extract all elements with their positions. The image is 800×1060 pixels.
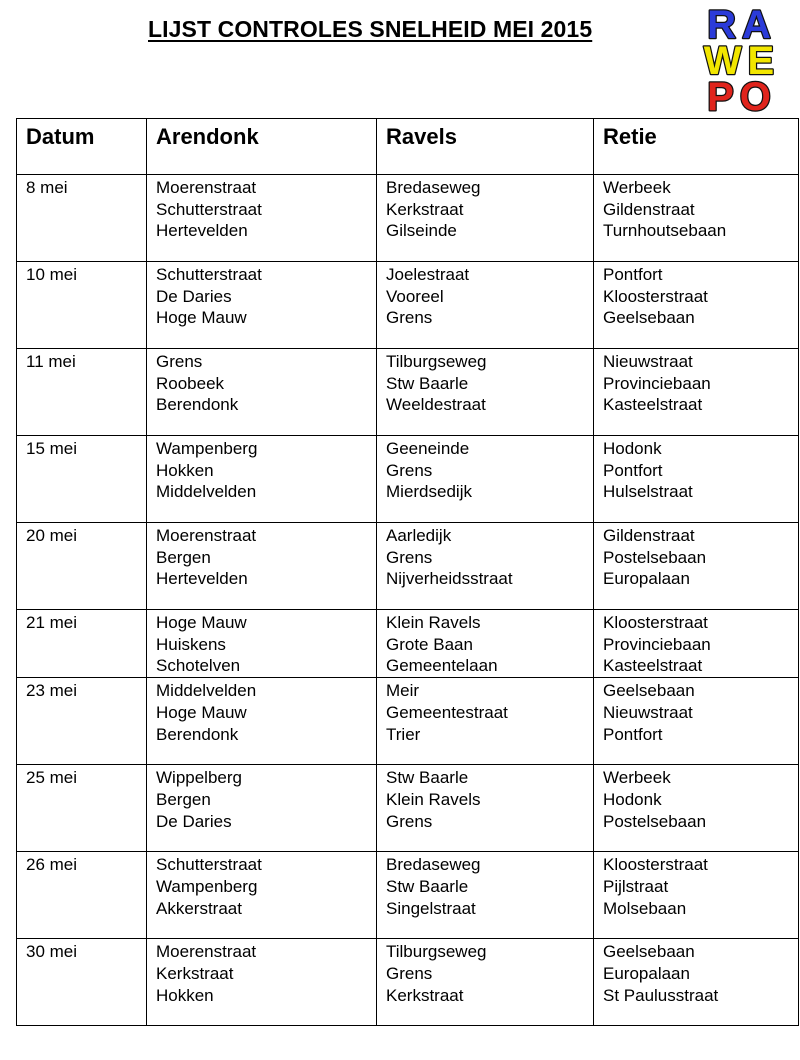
street-name: Hokken bbox=[156, 460, 214, 480]
street-name: Turnhoutsebaan bbox=[603, 221, 727, 241]
street-name: Stw Baarle bbox=[386, 768, 469, 788]
logo-row-we: WE bbox=[703, 39, 781, 83]
street-name: Schutterstraat bbox=[156, 855, 262, 875]
street-name: Gilseinde bbox=[386, 221, 457, 241]
arendonk-cell bbox=[147, 523, 377, 610]
street-name: Pontfort bbox=[603, 724, 663, 744]
street-name: Bredaseweg bbox=[386, 855, 481, 875]
retie-cell bbox=[594, 349, 799, 436]
date-cell: 25 mei bbox=[17, 765, 147, 852]
street-name: Trier bbox=[386, 724, 421, 744]
table-row bbox=[17, 678, 799, 765]
street-name: Berendonk bbox=[156, 724, 239, 744]
arendonk-cell bbox=[147, 436, 377, 523]
ravels-cell bbox=[377, 852, 594, 939]
street-name: Wippelberg bbox=[156, 768, 242, 788]
street-name: Hulselstraat bbox=[603, 482, 693, 502]
date-cell: 23 mei bbox=[17, 678, 147, 765]
street-name: Grens bbox=[386, 308, 433, 328]
street-name: Europalaan bbox=[603, 963, 690, 983]
street-name: Kerkstraat bbox=[156, 963, 234, 983]
date-cell: 10 mei bbox=[17, 262, 147, 349]
street-name: Stw Baarle bbox=[386, 876, 469, 896]
arendonk-cell bbox=[147, 610, 377, 678]
header-datum: Datum bbox=[17, 119, 147, 175]
street-name: Schutterstraat bbox=[156, 265, 262, 284]
street-name: De Daries bbox=[156, 811, 232, 831]
arendonk-cell bbox=[147, 852, 377, 939]
street-name: Gildenstraat bbox=[603, 526, 695, 545]
street-name: Nijverheidsstraat bbox=[386, 569, 513, 589]
street-name: Pontfort bbox=[603, 460, 663, 480]
street-name: Singelstraat bbox=[386, 898, 476, 918]
ravels-cell bbox=[377, 262, 594, 349]
street-name: De Daries bbox=[156, 286, 232, 306]
table-row bbox=[17, 349, 799, 436]
street-name: Grens bbox=[386, 811, 433, 831]
street-name: Klein Ravels bbox=[386, 789, 481, 809]
street-name: Hoge Mauw bbox=[156, 308, 247, 328]
street-name: Grens bbox=[386, 547, 433, 567]
street-name: Hoge Mauw bbox=[156, 702, 247, 722]
date-cell: 21 mei bbox=[17, 610, 147, 678]
date-cell: 11 mei bbox=[17, 349, 147, 436]
table-row bbox=[17, 262, 799, 349]
date-cell: 8 mei bbox=[17, 175, 147, 262]
arendonk-cell bbox=[147, 262, 377, 349]
street-name: Aarledijk bbox=[386, 526, 452, 545]
retie-cell bbox=[594, 262, 799, 349]
date-cell: 26 mei bbox=[17, 852, 147, 939]
street-name: Mierdsedijk bbox=[386, 482, 472, 502]
street-name: Berendonk bbox=[156, 395, 239, 415]
logo-row-ra: RA bbox=[707, 4, 777, 47]
street-name: Tilburgseweg bbox=[386, 942, 487, 962]
street-name: Hokken bbox=[156, 985, 214, 1005]
street-name: Grote Baan bbox=[386, 634, 473, 654]
header-arendonk: Arendonk bbox=[147, 119, 377, 175]
street-name: Moerenstraat bbox=[156, 526, 257, 545]
street-name: Gildenstraat bbox=[603, 199, 695, 219]
street-name: Nieuwstraat bbox=[603, 352, 693, 371]
street-name: Grens bbox=[386, 460, 433, 480]
arendonk-cell bbox=[147, 678, 377, 765]
street-name: Akkerstraat bbox=[156, 898, 242, 918]
street-name: Geelsebaan bbox=[603, 308, 695, 328]
street-name: Bergen bbox=[156, 789, 211, 809]
street-name: Kerkstraat bbox=[386, 199, 464, 219]
arendonk-cell bbox=[147, 349, 377, 436]
header-retie: Retie bbox=[594, 119, 799, 175]
street-name: Wampenberg bbox=[156, 876, 258, 896]
retie-cell bbox=[594, 939, 799, 1026]
schedule-table bbox=[16, 118, 799, 1026]
header-ravels: Ravels bbox=[377, 119, 594, 175]
street-name: Kloosterstraat bbox=[603, 613, 708, 632]
logo-row-po: PO bbox=[707, 75, 777, 116]
street-name: Schotelven bbox=[156, 656, 241, 676]
rawepo-logo bbox=[688, 4, 796, 116]
street-name: Schutterstraat bbox=[156, 199, 262, 219]
ravels-cell bbox=[377, 678, 594, 765]
street-name: Kasteelstraat bbox=[603, 656, 703, 676]
table-row bbox=[17, 523, 799, 610]
street-name: Hoge Mauw bbox=[156, 613, 247, 632]
street-name: Bredaseweg bbox=[386, 178, 481, 197]
retie-cell bbox=[594, 852, 799, 939]
arendonk-cell bbox=[147, 765, 377, 852]
arendonk-cell bbox=[147, 939, 377, 1026]
street-name: Tilburgseweg bbox=[386, 352, 487, 371]
street-name: Stw Baarle bbox=[386, 373, 469, 393]
street-name: Grens bbox=[386, 963, 433, 983]
date-cell: 30 mei bbox=[17, 939, 147, 1026]
ravels-cell bbox=[377, 610, 594, 678]
street-name: Hertevelden bbox=[156, 569, 248, 589]
street-name: Bergen bbox=[156, 547, 211, 567]
street-name: Kloosterstraat bbox=[603, 855, 708, 875]
table-row bbox=[17, 939, 799, 1026]
street-name: Kerkstraat bbox=[386, 985, 464, 1005]
street-name: Werbeek bbox=[603, 768, 671, 788]
ravels-cell bbox=[377, 765, 594, 852]
ravels-cell bbox=[377, 349, 594, 436]
table-row bbox=[17, 436, 799, 523]
street-name: Europalaan bbox=[603, 569, 690, 589]
street-name: Moerenstraat bbox=[156, 178, 257, 197]
ravels-cell bbox=[377, 175, 594, 262]
street-name: Klein Ravels bbox=[386, 613, 481, 632]
street-name: Vooreel bbox=[386, 286, 444, 306]
street-name: Kloosterstraat bbox=[603, 286, 708, 306]
street-name: Weeldestraat bbox=[386, 395, 486, 415]
retie-cell bbox=[594, 610, 799, 678]
street-name: Geelsebaan bbox=[603, 942, 695, 962]
street-name: Grens bbox=[156, 352, 203, 371]
retie-cell bbox=[594, 678, 799, 765]
street-name: Geelsebaan bbox=[603, 681, 695, 701]
table-row bbox=[17, 765, 799, 852]
street-name: Middelvelden bbox=[156, 681, 257, 701]
table-row bbox=[17, 175, 799, 262]
retie-cell bbox=[594, 765, 799, 852]
street-name: Geeneinde bbox=[386, 439, 470, 458]
street-name: Postelsebaan bbox=[603, 811, 707, 831]
street-name: Provinciebaan bbox=[603, 634, 711, 654]
street-name: Hodonk bbox=[603, 789, 662, 809]
street-name: Kasteelstraat bbox=[603, 395, 703, 415]
street-name: Pontfort bbox=[603, 265, 663, 284]
street-name: Postelsebaan bbox=[603, 547, 707, 567]
street-name: Pijlstraat bbox=[603, 876, 669, 896]
street-name: Moerenstraat bbox=[156, 942, 257, 962]
street-name: Provinciebaan bbox=[603, 373, 711, 393]
street-name: Gemeentelaan bbox=[386, 656, 498, 676]
header-row bbox=[17, 119, 799, 175]
street-name: Gemeentestraat bbox=[386, 702, 508, 722]
street-name: Molsebaan bbox=[603, 898, 687, 918]
arendonk-cell bbox=[147, 175, 377, 262]
street-name: Huiskens bbox=[156, 634, 226, 654]
street-name: Hodonk bbox=[603, 439, 662, 458]
street-name: Werbeek bbox=[603, 178, 671, 197]
table-row bbox=[17, 610, 799, 678]
street-name: Meir bbox=[386, 681, 420, 701]
retie-cell bbox=[594, 436, 799, 523]
retie-cell bbox=[594, 175, 799, 262]
street-name: St Paulusstraat bbox=[603, 985, 719, 1005]
street-name: Wampenberg bbox=[156, 439, 258, 458]
street-name: Middelvelden bbox=[156, 482, 257, 502]
ravels-cell bbox=[377, 436, 594, 523]
table-row bbox=[17, 852, 799, 939]
street-name: Roobeek bbox=[156, 373, 225, 393]
ravels-cell bbox=[377, 939, 594, 1026]
schedule-body bbox=[17, 175, 799, 1026]
street-name: Hertevelden bbox=[156, 221, 248, 241]
date-cell: 15 mei bbox=[17, 436, 147, 523]
ravels-cell bbox=[377, 523, 594, 610]
retie-cell bbox=[594, 523, 799, 610]
street-name: Nieuwstraat bbox=[603, 702, 693, 722]
page-title: LIJST CONTROLES SNELHEID MEI 2015 bbox=[148, 16, 593, 42]
street-name: Joelestraat bbox=[386, 265, 470, 284]
date-cell: 20 mei bbox=[17, 523, 147, 610]
